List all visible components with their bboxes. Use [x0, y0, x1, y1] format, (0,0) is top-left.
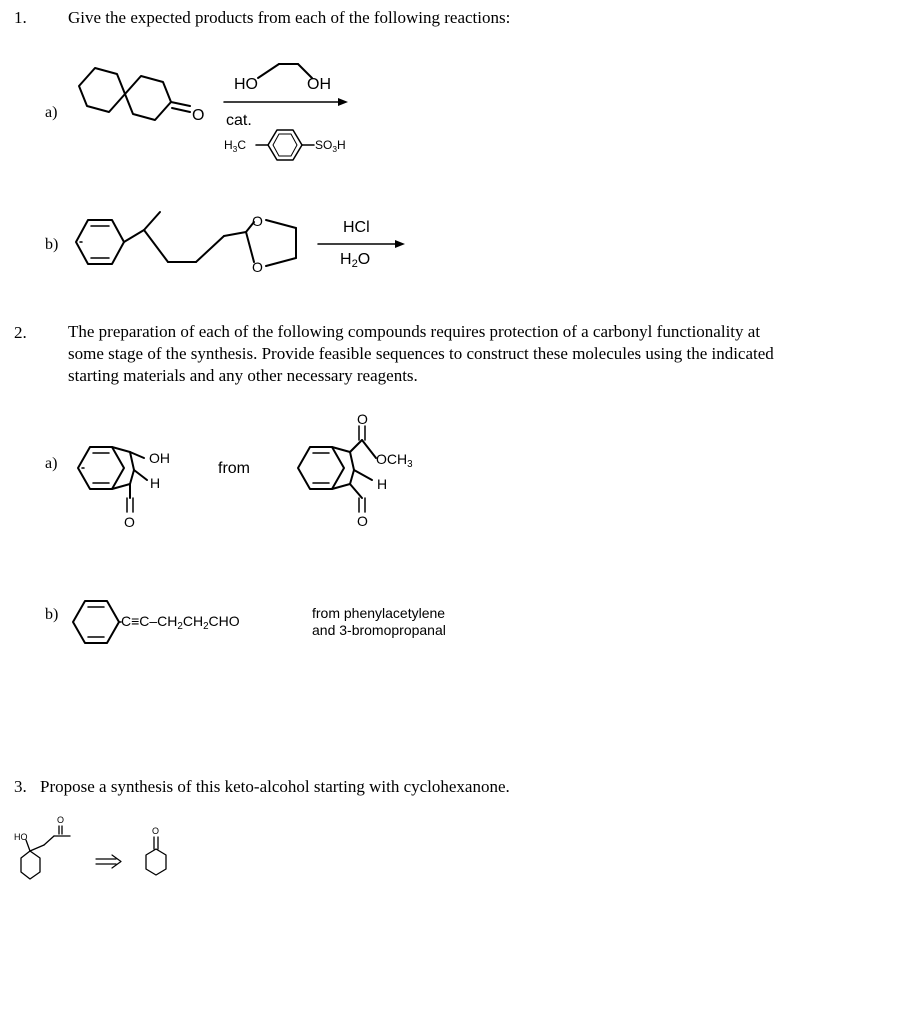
- q1a-cat-label: cat.: [226, 112, 252, 129]
- q1a-reagent-ho: HO: [234, 76, 258, 93]
- q2a-start-o-top: O: [357, 411, 368, 427]
- question-3-number: 3.: [14, 777, 27, 796]
- q2a-target-structure: [78, 447, 147, 512]
- q1a-arrow: [224, 98, 348, 106]
- q3-ho-label: HO: [14, 832, 28, 842]
- q2b-side-chain: $C\equiv C-CH_2CH_2CHO$: [121, 613, 240, 632]
- question-2-line-3: starting materials and any other necessary reagents.: [68, 366, 418, 385]
- q1b-label: b): [45, 236, 59, 253]
- q1a-tosyl-ring: [256, 130, 314, 160]
- q2a-target-o: O: [124, 514, 135, 530]
- question-2-line-2: some stage of the synthesis. Provide feasible sequences to construct these molecules using the indicated: [68, 344, 774, 363]
- q2a-from: from: [218, 460, 250, 477]
- q1a-catalyst-h3c: $H_3C$: [224, 138, 247, 154]
- q2b-label: b): [45, 606, 59, 623]
- q1b-arrow: [318, 240, 405, 248]
- question-1-text: Give the expected products from each of the following reactions:: [68, 8, 511, 27]
- q1a-reagent-oh: OH: [307, 76, 331, 93]
- q1b-substrate: [76, 212, 296, 266]
- q2a-start-o-bottom: O: [357, 513, 368, 529]
- q2a-start-och3: $OCH_3$: [376, 451, 413, 470]
- q2b-benzene-ring: [73, 601, 121, 643]
- question-2-number: 2.: [14, 323, 27, 342]
- q1a-fused-rings: [79, 68, 190, 120]
- q1b-ring-o-top: O: [252, 213, 263, 229]
- q1a-catalyst-so3h: $SO_3H$: [315, 138, 346, 154]
- q1a-carbonyl-o: O: [192, 107, 205, 124]
- q3-keto-alcohol: [21, 826, 70, 879]
- q3-retro-arrow: [96, 855, 121, 868]
- q3-cyclohexanone: [146, 837, 166, 875]
- q2a-label: a): [45, 455, 58, 472]
- question-2-line-1: The preparation of each of the following compounds requires protection of a carbonyl functionality at: [68, 322, 761, 341]
- q1b-reagent-hcl: HCl: [343, 219, 370, 236]
- q1a-ethylene-glycol: [258, 64, 312, 78]
- q2b-from-line-1: from phenylacetylene: [312, 605, 446, 621]
- q1a-label: a): [45, 104, 58, 121]
- q2b-from-line-2: and 3-bromopropanal: [312, 622, 446, 638]
- q1b-reagent-h2o: $H_2O$: [340, 251, 371, 270]
- q2a-target-h: H: [150, 475, 161, 491]
- q1b-ring-o-bottom: O: [252, 259, 263, 275]
- q3-o-right: O: [152, 826, 160, 836]
- question-3-text: Propose a synthesis of this keto-alcohol starting with cyclohexanone.: [40, 777, 510, 796]
- q3-o-left: O: [57, 815, 65, 825]
- q2a-start-structure: [298, 426, 376, 512]
- question-1-number: 1.: [14, 8, 27, 27]
- q2a-start-h: H: [377, 476, 388, 492]
- q2a-target-oh: OH: [149, 450, 170, 466]
